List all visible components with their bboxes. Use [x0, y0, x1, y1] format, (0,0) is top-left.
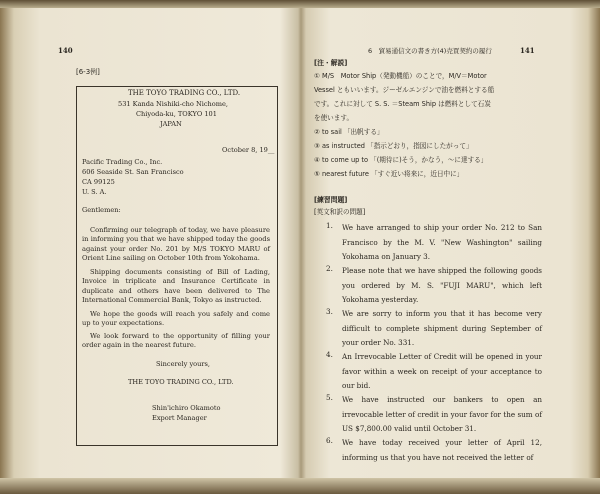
book-top-edge — [0, 0, 600, 8]
exercise-number-1: 1. — [326, 221, 333, 230]
recipient-line-4: U. S. A. — [82, 188, 107, 196]
exercise-text-3: We are sorry to inform you that it has become very difficult to complete shipment during September of your order No. 331. — [342, 309, 542, 347]
note-line-7: ④ to come up to 「(期待に)そう，かなう，～に達する」 — [314, 156, 488, 164]
note-line-4: を使います。 — [314, 114, 354, 122]
closing-company: THE TOYO TRADING CO., LTD. — [128, 378, 234, 386]
exercise-text-4: An Irrevocable Letter of Credit will be opened in your favor within a week on receipt of your acceptance to our bid. — [342, 352, 542, 390]
left-page-number: 140 — [58, 46, 73, 55]
note-line-8: ⑤ nearest future 「すぐ近い将来に，近日中に」 — [314, 170, 464, 178]
notes-heading: [注・解説] — [314, 59, 348, 67]
exercise-subheading: [英文和訳の問題] — [314, 208, 366, 216]
letterhead-address-1: 531 Kanda Nishiki-cho Nichome, — [118, 100, 229, 108]
letterhead-address-2: Chiyoda-ku, TOKYO 101 — [136, 110, 217, 118]
letter-paragraph-1: Confirming our telegraph of today, we have pleasure in informing you that we have shipped today the goods against your order No. 201 by M/S TOKYO MARU of Orient Line sailing on October 10th from Yokohama. — [82, 226, 270, 263]
exercise-number-6: 6. — [326, 436, 333, 445]
note-line-3: です。これに対して S. S. ＝Steam Ship は燃料として石炭 — [314, 100, 491, 108]
right-page-number: 141 — [520, 46, 535, 55]
note-line-5: ② to sail 「出帆する」 — [314, 128, 384, 136]
signer-title: Export Manager — [152, 414, 207, 422]
example-label: [6-3例] — [76, 68, 100, 76]
letterhead-company: THE TOYO TRADING CO., LTD. — [128, 89, 241, 97]
book-bottom-edge — [0, 478, 600, 494]
letterhead-country: JAPAN — [160, 120, 182, 128]
salutation: Gentlemen: — [82, 206, 121, 214]
exercise-text-6: We have today received your letter of April 12, informing us that you have not received the letter of — [342, 438, 542, 462]
letter-frame — [76, 86, 278, 446]
exercise-text-1: We have arranged to ship your order No. 212 to San Francisco by the M. V. "New Washington" sailing Yokohama on January 3. — [342, 223, 542, 261]
exercise-number-5: 5. — [326, 393, 333, 402]
letter-paragraph-4: We look forward to the opportunity of filling your order again in the nearest future. — [82, 332, 270, 350]
signer-name: Shin'ichiro Okamoto — [152, 404, 221, 412]
exercise-text-2: Please note that we have shipped the following goods you ordered by M. S. "FUJI MARU", which left Yokohama yesterday. — [342, 266, 542, 304]
closing: Sincerely yours, — [156, 360, 211, 368]
exercise-number-2: 2. — [326, 264, 333, 273]
exercise-number-4: 4. — [326, 350, 333, 359]
recipient-line-3: CA 99125 — [82, 178, 115, 186]
letter-paragraph-3: We hope the goods will reach you safely and come up to your expectations. — [82, 310, 270, 328]
note-line-1: ① M/S Motor Ship（発動機船）のことで，M/V＝Motor — [314, 72, 487, 80]
note-line-6: ③ as instructed 「指示どおり，指図にしたがって」 — [314, 142, 473, 150]
exercise-heading: [練習問題] — [314, 196, 348, 204]
running-head: 6 貿易通信文の書き方(4)売買契約の履行 — [368, 47, 492, 55]
recipient-line-1: Pacific Trading Co., Inc. — [82, 158, 163, 166]
note-line-2: Vessel ともいいます。ジーゼルエンジンで油を燃料とする船 — [314, 86, 495, 94]
exercise-number-3: 3. — [326, 307, 333, 316]
letter-date: October 8, 19__ — [222, 146, 275, 154]
exercise-text-5: We have instructed our bankers to open an irrevocable letter of credit in your favor for the sum of US $7,800.00 valid until October 31. — [342, 395, 542, 433]
letter-paragraph-2: Shipping documents consisting of Bill of Lading, Invoice in triplicate and Insurance Certificate in duplicate and others have been delivered to The International Commercial Bank, Tokyo as instructed. — [82, 268, 270, 305]
recipient-line-2: 606 Seaside St. San Francisco — [82, 168, 184, 176]
